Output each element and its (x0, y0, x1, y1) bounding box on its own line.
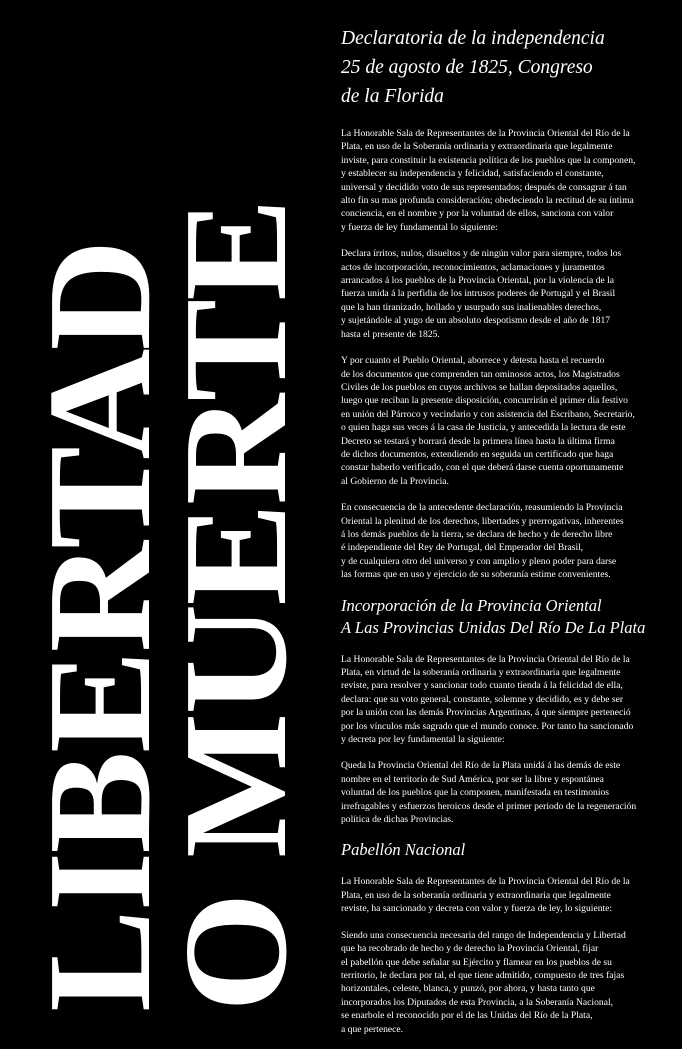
text-line: alto fin su mas profunda consideración; obedeciendo la rectitud de su íntima (341, 195, 634, 207)
main-heading-line: de la Florida (341, 86, 444, 107)
text-line: Declara írritos, nulos, disueltos y de ningún valor para siempre, todos los (341, 248, 622, 260)
paragraph (341, 759, 667, 826)
text-line: arrancados á los pueblos de la Provincia Oriental, por la violencia de la (341, 275, 615, 287)
text-line: Queda la Provincia Oriental del Río de la Plata unidá á las demás de este (341, 760, 621, 772)
text-line: inviste, para constituir la existencia política de los pueblos que la componen, (341, 154, 636, 166)
text-line: al Gobierno de la Provincia. (341, 475, 449, 487)
paragraph (341, 875, 667, 915)
paragraph (341, 354, 667, 488)
text-line: é independiente del Rey de Portugal, del Emperador del Brasil, (341, 542, 584, 554)
text-line: Y por cuanto el Pueblo Oriental, aborrece y detesta hasta el recuerdo (341, 355, 605, 367)
text-line: y decreta por ley fundamental la siguiente: (341, 734, 505, 746)
text-line: y establecer su independencia y felicidad, satisfaciendo el constante, (341, 168, 604, 180)
text-line: el pabellón que debe señalar su Ejército y flamear en los pueblos de su (341, 956, 612, 968)
text-line: irrefragables y esfuerzos heroicos desde el primer periodo de la regeneración (341, 800, 637, 812)
text-column (341, 24, 667, 1049)
text-line: fuerza unida á la perfidia de los intrusos poderes de Portugal y el Brasil (341, 288, 616, 300)
text-line: por la unión con las demás Provincias Argentinas, á que siempre perteneció (341, 707, 631, 719)
text-line: declara: que su voto general, constante, solemne y decidido, es y debe ser (341, 693, 624, 705)
text-line: universal y decidido voto de sus representados; después de consagrar á tan (341, 181, 627, 193)
paragraph (341, 127, 667, 234)
text-line: a que pertenece. (341, 1023, 404, 1035)
text-line: voluntad de los pueblos que la componen, manifestada en testimonios (341, 787, 610, 799)
section-heading-line: A Las Provincias Unidas Del Río De La Plata (341, 617, 646, 637)
main-heading-line: Declaratoria de la independencia (341, 28, 605, 49)
text-line: se enarbole el reconocido por el de las Unidas del Río de la Plata, (341, 1010, 593, 1022)
paragraph (341, 501, 667, 581)
text-line: hasta el presente de 1825. (341, 328, 440, 340)
text-line: Siendo una consecuencia necesaria del rango de Independencia y Libertad (341, 929, 626, 941)
paragraph (341, 247, 667, 341)
text-line: de los documentos que comprenden tan ominosos actos, los Magistrados (341, 368, 620, 380)
text-line: Plata, en uso de la soberanía ordinaria y extraordinaria que legalmente (341, 889, 611, 901)
main-heading-line: 25 de agosto de 1825, Congreso (341, 57, 593, 78)
section-heading-line: Incorporación de la Provincia Oriental (341, 595, 602, 615)
paragraph (341, 929, 667, 1036)
main-heading (341, 24, 667, 111)
text-line: conciencia, en el nombre y por la voluntad de ellos, sanciona con valor (341, 208, 614, 220)
text-line: política de dichas Provincias. (341, 814, 454, 826)
text-line: por los vínculos más sagrado que el mundo conoce. Por tanto ha sancionado (341, 720, 634, 732)
vertical-title-libertad: LIBERTAD (18, 241, 182, 1012)
paragraph (341, 653, 667, 747)
text-line: luego que reciban la presente disposición, concurrirán el primer día festivo (341, 395, 628, 407)
text-line: reviste, ha sancionado y decreta con valor y fuerza de ley, lo siguiente: (341, 903, 613, 915)
text-line: o quien haga sus veces á la casa de Justicia, y antecedida la lectura de este (341, 422, 626, 434)
section-incorporacion (341, 595, 667, 827)
vertical-title-o-muerte: O MUERTE (154, 200, 318, 1012)
section-heading (341, 839, 667, 861)
text-line: horizontales, celeste, blanca, y punzó, por ahora, y hasta tanto que (341, 983, 595, 995)
text-line: Civiles de los pueblos en cuyos archivos se hallan depositados aquellos, (341, 381, 618, 393)
text-line: Oriental la plenitud de los derechos, libertades y prerrogativas, inherentes (341, 515, 624, 527)
section-pabellon (341, 839, 667, 1035)
section-declaratoria (341, 127, 667, 582)
text-line: Plata, en virtud de la soberanía ordinaria y extraordinaria que legalmente (341, 667, 621, 678)
text-line: territorio, le declara por tal, el que tiene admitido, compuesto de tres fajas (341, 969, 625, 981)
text-line: y sujetándole al yugo de un absoluto despotismo desde el año de 1817 (341, 315, 611, 327)
section-heading-line: Pabellón Nacional (341, 840, 466, 860)
text-line: y fuerza de ley fundamental lo siguiente: (341, 221, 498, 233)
text-line: La Honorable Sala de Representantes de la Provincia Oriental del Río de la (341, 876, 630, 888)
text-line: En consecuencia de la antecedente declaración, reasumiendo la Provincia (341, 502, 623, 514)
text-line: reviste, para resolver y sancionar todo cuanto tienda á la felicidad de ella, (341, 680, 623, 692)
text-line: las formas que en uso y ejercicio de su soberanía estime convenientes. (341, 569, 611, 581)
text-line: incorporados los Diputados de esta Provincia, a la Soberanía Nacional, (341, 996, 614, 1008)
text-line: La Honorable Sala de Representantes de la Provincia Oriental del Río de la (341, 128, 630, 139)
text-line: de dichos documentos, extendiendo en seguida un certificado que haga (341, 448, 614, 460)
text-line: Plata, en uso de la Soberanía ordinaria y extraordinaria que legalmente (341, 141, 613, 153)
text-line: en unión del Párroco y vecindario y con asistencia del Escribano, Secretario, (341, 408, 635, 420)
text-line: actos de incorporación, reconocimientos, aclamaciones y juramentos (341, 261, 605, 273)
text-line: La Honorable Sala de Representantes de la Provincia Oriental del Río de la (341, 653, 630, 665)
text-line: que la han tiranizado, hollado y usurpado sus inalienables derechos, (341, 301, 602, 313)
text-line: nombre en el territorio de Sud América, por ser la libre y espontánea (341, 773, 604, 785)
text-line: á los demás pueblos de la tierra, se declara de hecho y de derecho libre (341, 528, 613, 540)
text-line: Decreto se testará y borrará desde la primera línea hasta la última firma (341, 435, 615, 447)
text-line: y de cualquiera otro del universo y con amplio y pleno poder para darse (341, 555, 617, 567)
section-heading (341, 595, 667, 639)
text-line: que ha recobrado de hecho y de derecho la Provincia Oriental, fijar (341, 943, 599, 955)
text-line: constar haberlo verificado, con el que deberá darse cuenta oportunamente (341, 462, 624, 474)
